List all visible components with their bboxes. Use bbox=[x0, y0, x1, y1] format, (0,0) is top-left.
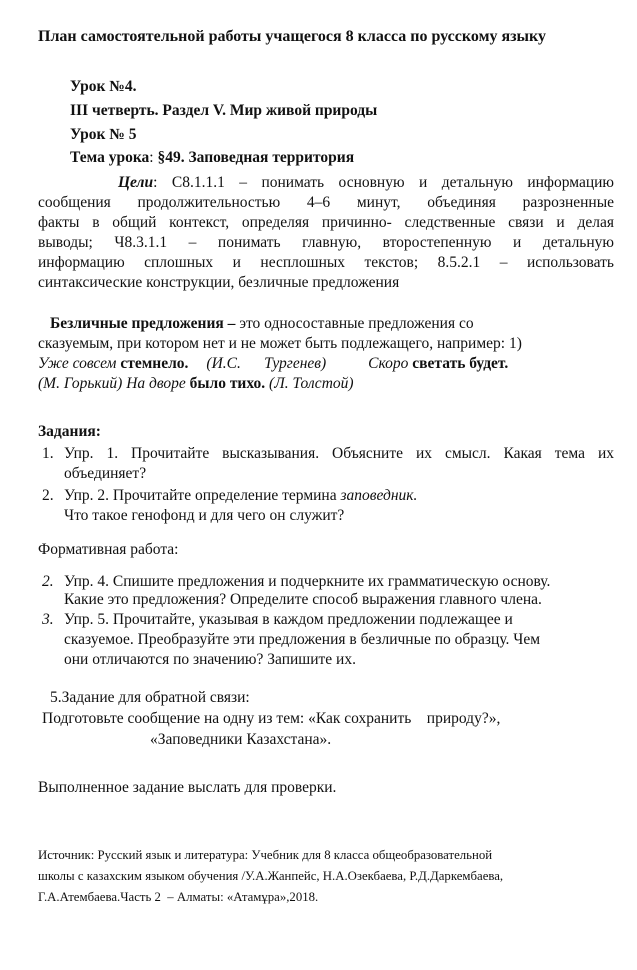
lesson-number-2: Урок № 5 bbox=[70, 126, 137, 143]
task-2-number: 2. bbox=[42, 487, 54, 504]
tasks-heading: Задания: bbox=[38, 423, 101, 440]
goals-line-6: синтаксические конструкции, безличные предложения bbox=[38, 274, 400, 291]
goals-line-5: информацию сплошных и несплошных текстов; 8.5.2.1 – использовать bbox=[38, 254, 614, 271]
example-2-author: (М. Горький) bbox=[38, 375, 123, 392]
feedback-line-1: Подготовьте сообщение на одну из тем: «Как сохранить природу?», bbox=[42, 710, 501, 727]
formative-heading: Формативная работа: bbox=[38, 541, 179, 558]
definition-text-1: это односоставные предложения со bbox=[235, 315, 474, 332]
formative-item-2-line-2: сказуемое. Преобразуйте эти предложения в безличные по образцу. Чем bbox=[64, 631, 541, 648]
definition-line-2: сказуемым, при котором нет и не может быть подлежащего, например: 1) bbox=[38, 335, 522, 352]
lesson-number: Урок №4. bbox=[70, 78, 137, 95]
task-1-line-1: Упр. 1. Прочитайте высказывания. Объясните их смысл. Какая тема их bbox=[64, 445, 614, 462]
lesson-topic bbox=[70, 149, 354, 167]
formative-item-1-line-1: Упр. 4. Спишите предложения и подчеркните их грамматическую основу. bbox=[64, 573, 551, 590]
example-1-predicate: стемнело. bbox=[120, 355, 189, 372]
goals-text-1: : С8.1.1.1 – понимать основную и детальную информацию bbox=[153, 174, 614, 191]
formative-item-1-line-2: Какие это предложения? Определите способ выражения главного члена. bbox=[64, 591, 542, 608]
goals-line-4: выводы; Ч8.3.1.1 – понимать главную, второстепенную и детальную bbox=[38, 234, 614, 251]
section-title: III четверть. Раздел V. Мир живой природы bbox=[70, 102, 378, 119]
topic-label: Тема урока bbox=[70, 149, 150, 166]
example-2-text: Скоро bbox=[368, 355, 413, 372]
goals-line-3: факты в общий контекст, определяя причинно- следственные связи и делая bbox=[38, 214, 614, 231]
example-3-author: (Л. Толстой) bbox=[265, 375, 354, 392]
definition-examples-2 bbox=[38, 375, 354, 393]
task-1-number: 1. bbox=[42, 445, 54, 462]
example-3-predicate: было тихо. bbox=[189, 375, 266, 392]
example-3-text: На дворе bbox=[122, 375, 190, 392]
formative-item-2-line-1: Упр. 5. Прочитайте, указывая в каждом предложении подлежащее и bbox=[64, 611, 513, 628]
task-2-line-2: Что такое генофонд и для чего он служит? bbox=[64, 507, 345, 524]
definition-examples-1 bbox=[38, 355, 508, 373]
formative-item-1-number: 2. bbox=[42, 573, 54, 590]
source-line-1: Источник: Русский язык и литература: Учебник для 8 класса общеобразовательной bbox=[38, 848, 493, 862]
goals-line-1 bbox=[118, 174, 614, 192]
goals-label: Цели bbox=[118, 174, 154, 191]
task-1-line-2: объединяет? bbox=[64, 465, 147, 482]
formative-item-2-number: 3. bbox=[42, 611, 54, 628]
page-title: План самостоятельной работы учащегося 8 класса по русскому языку bbox=[38, 28, 547, 45]
goals-line-2: сообщения продолжительностью 4–6 минут, объединяя разрозненные bbox=[38, 194, 614, 211]
definition-term: Безличные предложения – bbox=[50, 315, 236, 332]
task-2-line-1 bbox=[64, 487, 417, 505]
topic-colon: : bbox=[149, 149, 158, 166]
source-line-3: Г.А.Атембаева.Часть 2 – Алматы: «Атамұра»,2018. bbox=[38, 890, 319, 904]
feedback-line-2: «Заповедники Казахстана». bbox=[150, 731, 332, 748]
definition-line-1 bbox=[50, 315, 474, 333]
source-line-2: школы с казахским языком обучения /У.А.Жанпейс, Н.А.Озекбаева, Р.Д.Даркембаева, bbox=[38, 869, 504, 883]
topic-value: §49. Заповедная территория bbox=[157, 149, 355, 166]
formative-item-2-line-3: они отличаются по значению? Запишите их. bbox=[64, 651, 356, 668]
submit-note: Выполненное задание выслать для проверки. bbox=[38, 779, 337, 796]
task-2-text: Упр. 2. Прочитайте определение термина bbox=[64, 487, 341, 504]
example-2-predicate: светать будет. bbox=[412, 355, 509, 372]
feedback-heading: 5.Задание для обратной связи: bbox=[50, 689, 250, 706]
example-1-author: (И.С. Тургенев) bbox=[206, 355, 327, 372]
example-1-text: Уже совсем bbox=[38, 355, 121, 372]
task-2-term: заповедник. bbox=[340, 487, 418, 504]
